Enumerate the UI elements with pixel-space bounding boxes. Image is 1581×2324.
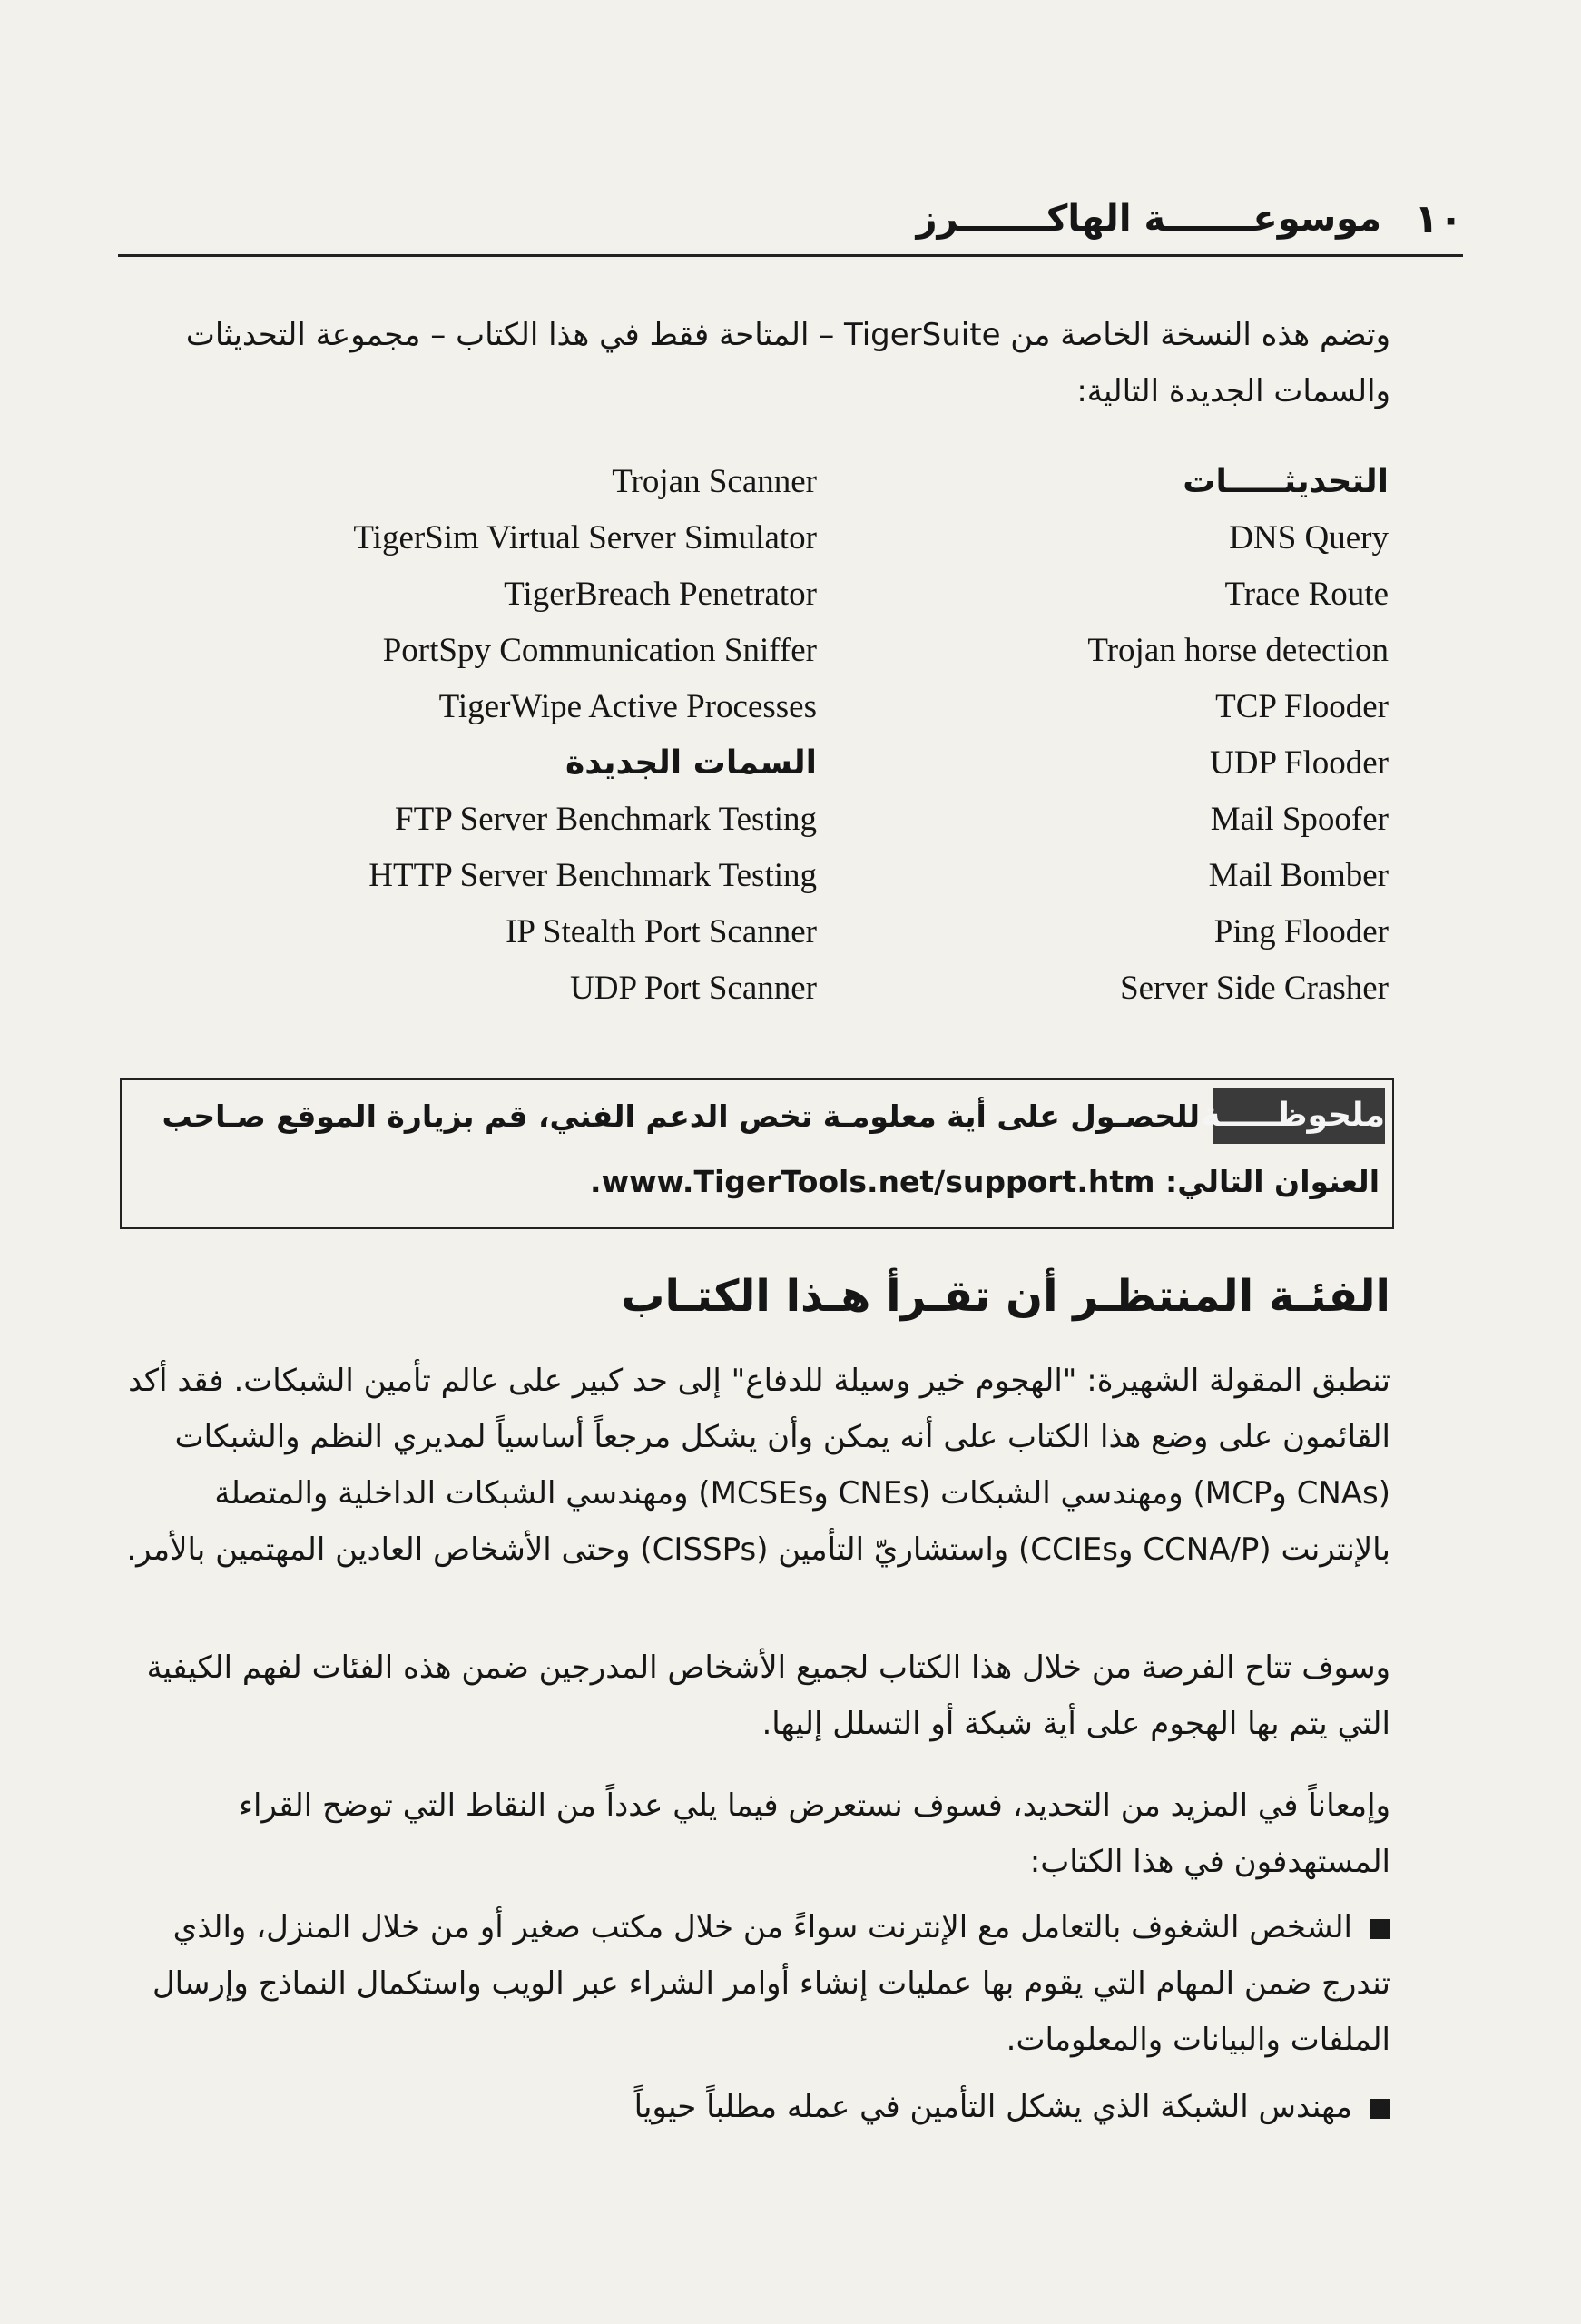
new-features-item: HTTP Server Benchmark Testing xyxy=(368,857,817,894)
section-paragraph-3: وإمعاناً في المزيد من التحديد، فسوف نستعرض فيما يلي عدداً من النقاط التي توضح القراء المستهدفون في هذا الكتاب: xyxy=(239,1787,1390,1880)
updates-item: Trace Route xyxy=(1224,576,1389,613)
note-text-line2: العنوان التالي: www.TigerTools.net/support.htm. xyxy=(590,1164,1380,1199)
updates-continued-item: PortSpy Communication Sniffer xyxy=(382,632,817,669)
updates-continued-column xyxy=(272,454,817,1017)
bullet-item xyxy=(118,1899,1390,2068)
updates-item: Trojan horse detection xyxy=(1087,632,1389,669)
updates-item: Ping Flooder xyxy=(1213,913,1389,950)
section-heading: الفئـة المنتظـر أن تقـرأ هـذا الكتـاب xyxy=(621,1271,1390,1322)
bullet-item xyxy=(118,2079,1390,2135)
note-box xyxy=(120,1078,1394,1229)
book-title: موسوعـــــــة الهاكـــــــرز xyxy=(916,198,1381,240)
updates-item: UDP Flooder xyxy=(1210,744,1389,782)
new-features-heading: السمات الجديدة xyxy=(565,744,817,782)
updates-item: TCP Flooder xyxy=(1215,688,1389,725)
updates-item: DNS Query xyxy=(1229,519,1389,556)
bullet-text: مهندس الشبكة الذي يشكل التأمين في عمله مطلباً حيوياً xyxy=(633,2089,1352,2125)
updates-continued-item: TigerSim Virtual Server Simulator xyxy=(353,519,817,556)
square-bullet-icon xyxy=(1370,1919,1390,1939)
updates-item: Server Side Crasher xyxy=(1120,970,1389,1007)
updates-continued-item: TigerBreach Penetrator xyxy=(504,576,817,613)
intro-paragraph: وتضم هذه النسخة الخاصة من TigerSuite – المتاحة فقط في هذا الكتاب – مجموعة التحديثات والسمات الجديدة التالية: xyxy=(185,317,1390,409)
new-features-item: FTP Server Benchmark Testing xyxy=(395,801,817,838)
updates-item: Mail Spoofer xyxy=(1210,801,1389,838)
updates-item: Mail Bomber xyxy=(1208,857,1389,894)
page-number: ١٠ xyxy=(1414,196,1463,242)
bullet-text: الشخص الشغوف بالتعامل مع الإنترنت سواءً من خلال مكتب صغير أو من خلال المنزل، والذي تندرج ضمن المهام التي يقوم بها عمليات إنشاء أوامر الشراء عبر الويب واستكمال النماذج وإرسال الملفات والبيانات والمعلومات. xyxy=(152,1909,1390,2058)
section-paragraph-1: تنطبق المقولة الشهيرة: "الهجوم خير وسيلة للدفاع" إلى حد كبير على عالم تأمين الشبكات. فقد أكد القائمون على وضع هذا الكتاب على أنه يمكن وأن يشكل مرجعاً أساسياً لمديري النظم والشبكات (CNAs وMCP) ومهندسي الشبكات (CNEs وMCSEs) ومهندسي الشبكات الداخلية والمتصلة بالإنترنت (CCNA/P وCCIEs) واستشاريّ التأمين (CISSPs) وحتى الأشخاص العادين المهتمين بالأمر. xyxy=(126,1363,1390,1568)
new-features-item: UDP Port Scanner xyxy=(570,970,817,1007)
new-features-item: IP Stealth Port Scanner xyxy=(506,913,817,950)
updates-continued-item: TigerWipe Active Processes xyxy=(438,688,817,725)
square-bullet-icon xyxy=(1370,2099,1390,2119)
header-rule xyxy=(118,254,1463,257)
note-tag: ملحوظـــــة xyxy=(1213,1088,1385,1144)
updates-column xyxy=(944,454,1389,1017)
section-paragraph-2: وسوف تتاح الفرصة من خلال هذا الكتاب لجميع الأشخاص المدرجين ضمن هذه الفئات لفهم الكيفية التي يتم بها الهجوم على أية شبكة أو التسلل إليها. xyxy=(146,1649,1390,1742)
updates-continued-item: Trojan Scanner xyxy=(612,463,817,500)
note-text-line1: للحصـول على أية معلومـة تخص الدعم الفني، قم بزيارة الموقع صـاحب xyxy=(162,1098,1200,1134)
page-header xyxy=(118,191,1463,263)
updates-heading: التحديثـــــات xyxy=(1183,463,1389,500)
